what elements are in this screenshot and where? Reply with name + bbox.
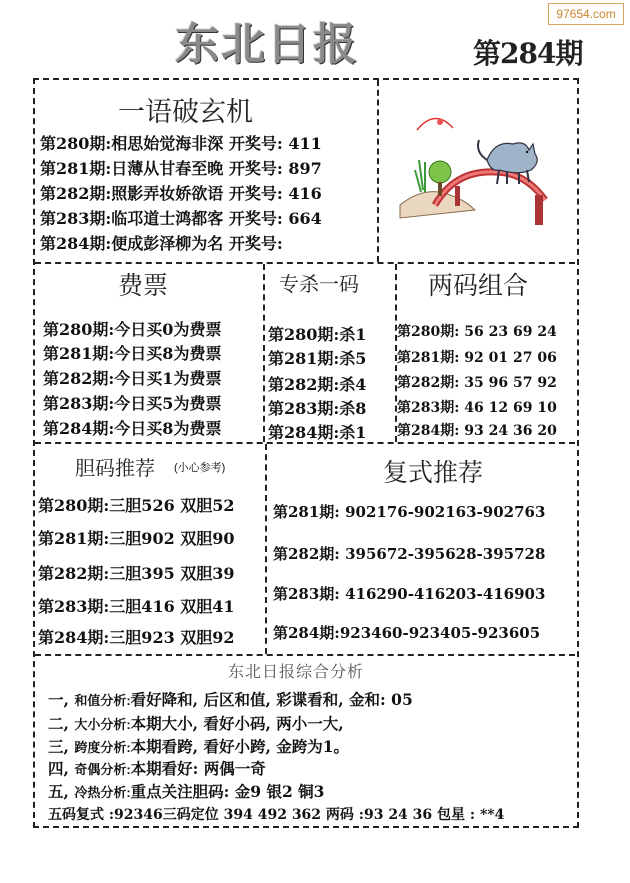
danma-row: 第284期:三胆923 双胆92 (38, 628, 235, 647)
zhuansha-row: 第281期:杀5 (268, 349, 367, 368)
analysis-row (48, 688, 413, 710)
yiyu-row: 第283期:临邛道士鸿都客 开奖号: 664 (40, 209, 322, 228)
fushi-title: 复式推荐 (383, 458, 484, 487)
analysis-text: 本期大小, 看好小码, 两小一大, (130, 714, 344, 733)
danma-row: 第281期:三胆902 双胆90 (38, 529, 235, 548)
yiyu-title: 一语破玄机 (118, 97, 253, 128)
analysis-row (48, 780, 324, 802)
analysis-title: 东北日报综合分析 (228, 662, 365, 681)
analysis-key: 大小分析: (74, 717, 131, 732)
feipiao-row: 第280期:今日买0为费票 (43, 320, 222, 339)
zhuansha-title: 专杀一码 (279, 272, 359, 296)
analysis-row (48, 735, 349, 757)
fushi-row: 第281期: 902176-902163-902763 (273, 503, 546, 521)
issue-number: 第284期 (473, 37, 583, 70)
analysis-num: 三, (48, 737, 69, 756)
zhuansha-row: 第280期:杀1 (268, 325, 367, 344)
analysis-key: 和值分析: (74, 693, 131, 708)
zhuansha-row: 第284期:杀1 (268, 423, 367, 442)
danma-row: 第282期:三胆395 双胆39 (38, 564, 235, 583)
liangma-row: 第282期: 35 96 57 92 (397, 375, 557, 391)
analysis-key: 奇偶分析: (74, 762, 131, 777)
feipiao-title: 费票 (118, 271, 169, 300)
yiyu-row: 第282期:照影弄妆娇欲语 开奖号: 416 (40, 184, 322, 203)
cat-bridge-illustration (395, 100, 565, 230)
danma-title: 胆码推荐 (75, 456, 155, 480)
feipiao-row: 第282期:今日买1为费票 (43, 369, 222, 388)
divider-fei-zhuan (263, 264, 265, 442)
site-watermark: 97654.com (548, 3, 624, 25)
feipiao-row: 第281期:今日买8为费票 (43, 344, 222, 363)
analysis-num: 四, (48, 759, 69, 778)
divider-top (35, 262, 575, 264)
analysis-num: 二, (48, 714, 69, 733)
analysis-num: 一, (48, 690, 69, 709)
analysis-key: 跨度分析: (74, 740, 131, 755)
analysis-row (48, 712, 344, 734)
liangma-title: 两码组合 (428, 271, 529, 300)
yiyu-row: 第281期:日薄从甘春至晚 开奖号: 897 (40, 159, 322, 178)
divider-yiyu-image (377, 80, 379, 262)
danma-row: 第283期:三胆416 双胆41 (38, 597, 235, 616)
feipiao-row: 第283期:今日买5为费票 (43, 394, 222, 413)
yiyu-row: 第284期:便成彭泽柳为名 开奖号: (40, 234, 283, 253)
liangma-row: 第283期: 46 12 69 10 (397, 400, 557, 416)
fushi-row: 第282期: 395672-395628-395728 (273, 545, 546, 563)
liangma-row: 第280期: 56 23 69 24 (397, 324, 557, 340)
divider-bottom (35, 654, 575, 656)
danma-note: (小心参考) (174, 462, 226, 474)
liangma-row: 第281期: 92 01 27 06 (397, 350, 557, 366)
feipiao-row: 第284期:今日买8为费票 (43, 419, 222, 438)
masthead-title: 东北日报 (175, 19, 359, 70)
analysis-text: 本期看好: 两偶一奇 (130, 759, 266, 778)
fushi-row: 第283期: 416290-416203-416903 (273, 585, 546, 603)
divider-dan-fu (265, 444, 267, 654)
analysis-text: 本期看跨, 看好小跨, 金跨为1。 (130, 737, 350, 756)
analysis-num: 五, (48, 782, 69, 801)
analysis-text: 看好降和, 后区和值, 彩谍看和, 金和: 05 (130, 690, 413, 709)
zhuansha-row: 第282期:杀4 (268, 375, 367, 394)
analysis-row (48, 757, 266, 779)
zhuansha-row: 第283期:杀8 (268, 399, 367, 418)
analysis-key: 冷热分析: (74, 785, 131, 800)
liangma-row: 第284期: 93 24 36 20 (397, 423, 557, 439)
danma-row: 第280期:三胆526 双胆52 (38, 496, 235, 515)
yiyu-row: 第280期:相思始觉海非深 开奖号: 411 (40, 134, 322, 153)
analysis-text: 重点关注胆码: 金9 银2 铜3 (130, 782, 325, 801)
analysis-bottom-line: 五码复式 :92346三码定位 394 492 362 两码 :93 24 36 包星 : **4 (48, 807, 505, 823)
fushi-row: 第284期:923460-923405-923605 (273, 624, 541, 642)
